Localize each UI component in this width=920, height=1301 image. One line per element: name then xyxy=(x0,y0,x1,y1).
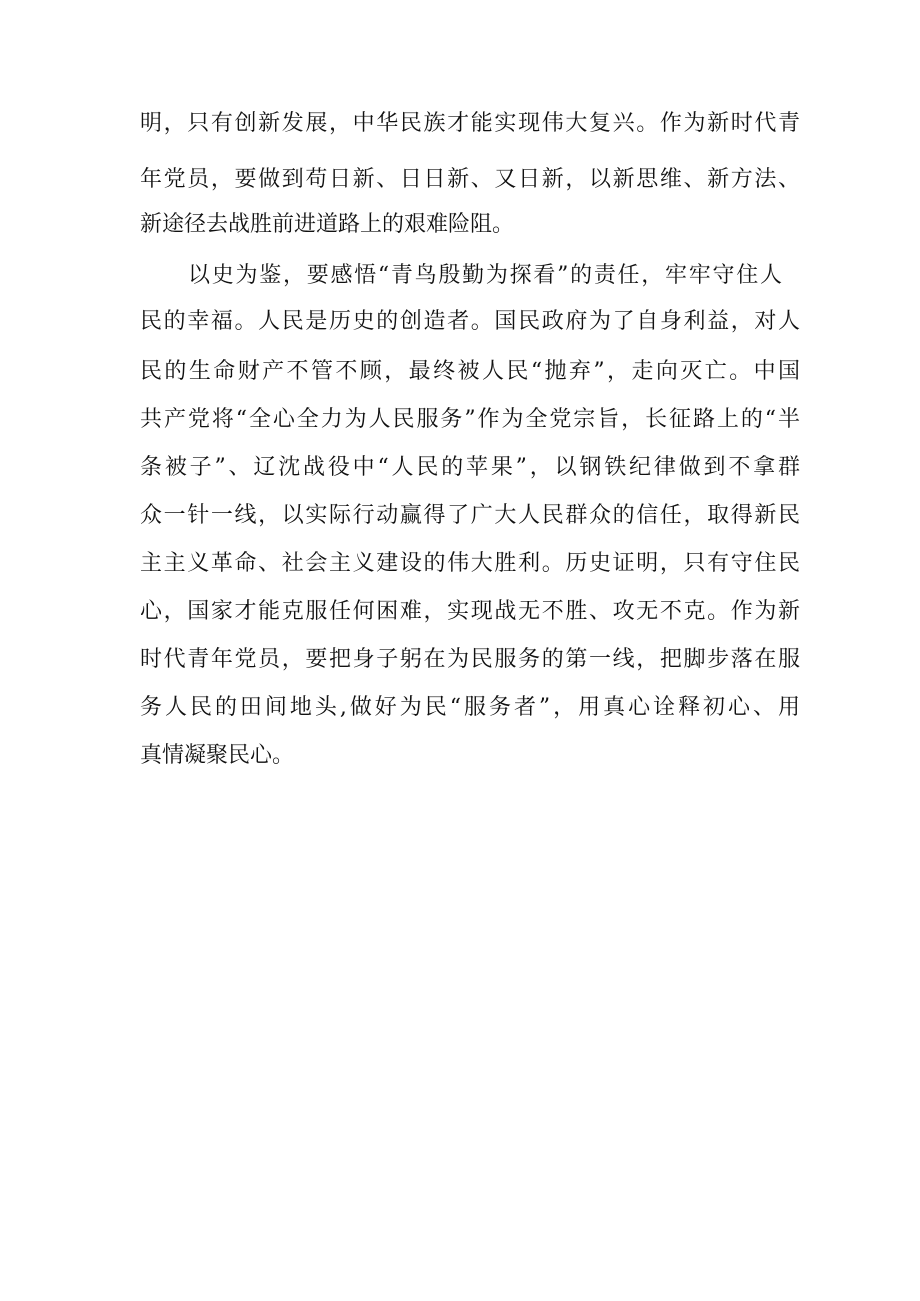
text-line: 民的幸福。人民是历史的创造者。国民政府为了自身利益，对人 xyxy=(140,309,800,334)
text-line: 时代青年党员，要把身子躬在为民服务的第一线，把脚步落在服 xyxy=(140,647,800,672)
text-line: 真情凝聚民心。 xyxy=(140,743,295,768)
text-line: 务人民的田间地头,做好为民“服务者”，用真心诠释初心、用 xyxy=(140,695,800,720)
text-line: 明，只有创新发展，中华民族才能实现伟大复兴。作为新时代青 xyxy=(140,111,800,136)
text-line: 众一针一线，以实际行动赢得了广大人民群众的信任，取得新民 xyxy=(140,503,800,528)
text-line: 新途径去战胜前进道路上的艰难险阻。 xyxy=(140,212,515,237)
text-line: 主主义革命、社会主义建设的伟大胜利。历史证明，只有守住民 xyxy=(140,551,800,576)
text-line: 心，国家才能克服任何困难，实现战无不胜、攻无不克。作为新 xyxy=(140,599,800,624)
text-line: 条被子”、辽沈战役中“人民的苹果”，以钢铁纪律做到不拿群 xyxy=(140,455,800,480)
text-line: 年党员，要做到苟日新、日日新、又日新，以新思维、新方法、 xyxy=(140,167,800,192)
text-line: 共产党将“全心全力为人民服务”作为全党宗旨，长征路上的“半 xyxy=(140,407,800,432)
text-line: 民的生命财产不管不顾，最终被人民“抛弃”，走向灭亡。中国 xyxy=(140,359,800,384)
text-line: 以史为鉴，要感悟“青鸟殷勤为探看”的责任，牢牢守住人 xyxy=(188,263,782,288)
